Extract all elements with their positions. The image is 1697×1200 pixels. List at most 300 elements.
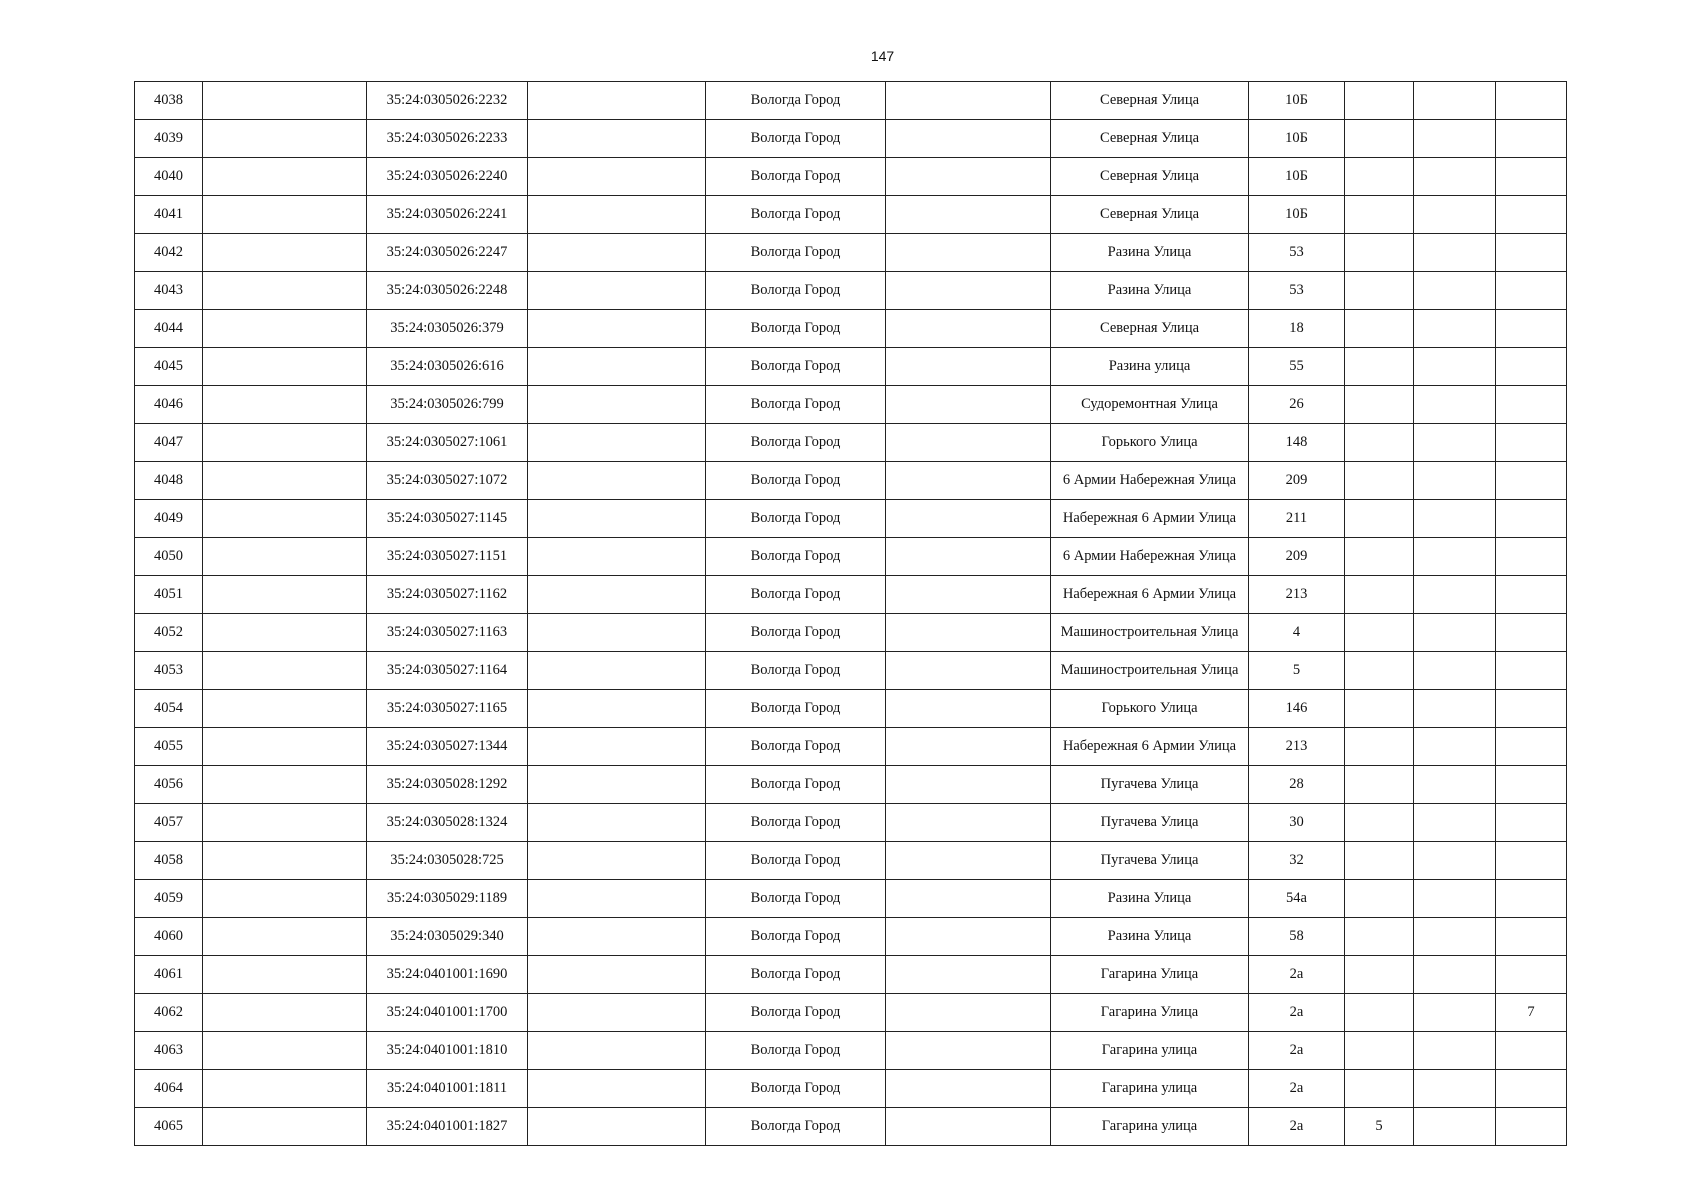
street-cell: Машиностроительная Улица [1051, 652, 1249, 690]
empty-cell [203, 690, 367, 728]
empty-cell [886, 234, 1051, 272]
house-number-cell: 2а [1249, 1070, 1345, 1108]
empty-cell [528, 614, 706, 652]
house-number-cell: 54а [1249, 880, 1345, 918]
house-number-cell: 10Б [1249, 82, 1345, 120]
empty-cell [203, 918, 367, 956]
row-number-cell: 4046 [135, 386, 203, 424]
street-cell: Разина улица [1051, 348, 1249, 386]
house-number-cell: 2а [1249, 1032, 1345, 1070]
extra-cell-3 [1496, 880, 1567, 918]
row-number-cell: 4058 [135, 842, 203, 880]
empty-cell [886, 880, 1051, 918]
street-cell: Пугачева Улица [1051, 766, 1249, 804]
extra-cell-3 [1496, 158, 1567, 196]
extra-cell-1 [1345, 386, 1414, 424]
extra-cell-2 [1414, 310, 1496, 348]
street-cell: 6 Армии Набережная Улица [1051, 538, 1249, 576]
city-cell: Вологда Город [706, 880, 886, 918]
extra-cell-3 [1496, 462, 1567, 500]
extra-cell-3: 7 [1496, 994, 1567, 1032]
empty-cell [203, 1070, 367, 1108]
row-number-cell: 4040 [135, 158, 203, 196]
extra-cell-2 [1414, 196, 1496, 234]
house-number-cell: 213 [1249, 576, 1345, 614]
extra-cell-3 [1496, 424, 1567, 462]
street-cell: Судоремонтная Улица [1051, 386, 1249, 424]
extra-cell-2 [1414, 804, 1496, 842]
extra-cell-1 [1345, 842, 1414, 880]
city-cell: Вологда Город [706, 196, 886, 234]
extra-cell-3 [1496, 1070, 1567, 1108]
empty-cell [886, 348, 1051, 386]
house-number-cell: 26 [1249, 386, 1345, 424]
extra-cell-3 [1496, 310, 1567, 348]
extra-cell-2 [1414, 158, 1496, 196]
row-number-cell: 4052 [135, 614, 203, 652]
cadastral-number-cell: 35:24:0401001:1810 [367, 1032, 528, 1070]
extra-cell-1 [1345, 424, 1414, 462]
extra-cell-3 [1496, 1032, 1567, 1070]
extra-cell-1 [1345, 576, 1414, 614]
empty-cell [528, 918, 706, 956]
cadastral-number-cell: 35:24:0305028:1292 [367, 766, 528, 804]
house-number-cell: 146 [1249, 690, 1345, 728]
empty-cell [203, 386, 367, 424]
empty-cell [886, 196, 1051, 234]
empty-cell [886, 120, 1051, 158]
empty-cell [528, 386, 706, 424]
extra-cell-2 [1414, 538, 1496, 576]
cadastral-number-cell: 35:24:0305028:1324 [367, 804, 528, 842]
empty-cell [528, 234, 706, 272]
row-number-cell: 4051 [135, 576, 203, 614]
extra-cell-1 [1345, 614, 1414, 652]
extra-cell-1 [1345, 500, 1414, 538]
empty-cell [203, 804, 367, 842]
empty-cell [886, 158, 1051, 196]
extra-cell-2 [1414, 956, 1496, 994]
extra-cell-1 [1345, 310, 1414, 348]
extra-cell-2 [1414, 348, 1496, 386]
extra-cell-2 [1414, 424, 1496, 462]
table-row [135, 462, 1567, 500]
page-number: 147 [870, 48, 895, 64]
empty-cell [886, 500, 1051, 538]
empty-cell [203, 234, 367, 272]
extra-cell-2 [1414, 1032, 1496, 1070]
empty-cell [528, 462, 706, 500]
city-cell: Вологда Город [706, 234, 886, 272]
extra-cell-2 [1414, 994, 1496, 1032]
table-row [135, 424, 1567, 462]
city-cell: Вологда Город [706, 424, 886, 462]
street-cell: Северная Улица [1051, 310, 1249, 348]
empty-cell [886, 842, 1051, 880]
row-number-cell: 4054 [135, 690, 203, 728]
city-cell: Вологда Город [706, 500, 886, 538]
extra-cell-3 [1496, 272, 1567, 310]
extra-cell-1: 5 [1345, 1108, 1414, 1146]
house-number-cell: 18 [1249, 310, 1345, 348]
empty-cell [528, 424, 706, 462]
cadastral-number-cell: 35:24:0305029:1189 [367, 880, 528, 918]
city-cell: Вологда Город [706, 1070, 886, 1108]
city-cell: Вологда Город [706, 804, 886, 842]
empty-cell [886, 462, 1051, 500]
city-cell: Вологда Город [706, 538, 886, 576]
empty-cell [886, 538, 1051, 576]
table-row [135, 120, 1567, 158]
extra-cell-3 [1496, 196, 1567, 234]
city-cell: Вологда Город [706, 82, 886, 120]
table-row [135, 1032, 1567, 1070]
row-number-cell: 4039 [135, 120, 203, 158]
empty-cell [886, 1032, 1051, 1070]
house-number-cell: 10Б [1249, 158, 1345, 196]
table-row [135, 918, 1567, 956]
table-row [135, 538, 1567, 576]
house-number-cell: 58 [1249, 918, 1345, 956]
cadastral-number-cell: 35:24:0305026:2248 [367, 272, 528, 310]
extra-cell-3 [1496, 956, 1567, 994]
extra-cell-1 [1345, 348, 1414, 386]
empty-cell [886, 728, 1051, 766]
empty-cell [203, 766, 367, 804]
city-cell: Вологда Город [706, 614, 886, 652]
extra-cell-3 [1496, 576, 1567, 614]
extra-cell-1 [1345, 690, 1414, 728]
extra-cell-2 [1414, 652, 1496, 690]
empty-cell [203, 120, 367, 158]
empty-cell [203, 994, 367, 1032]
extra-cell-3 [1496, 386, 1567, 424]
city-cell: Вологда Город [706, 576, 886, 614]
row-number-cell: 4043 [135, 272, 203, 310]
empty-cell [203, 1032, 367, 1070]
cadastral-number-cell: 35:24:0305027:1165 [367, 690, 528, 728]
street-cell: Разина Улица [1051, 272, 1249, 310]
table-row [135, 766, 1567, 804]
house-number-cell: 53 [1249, 234, 1345, 272]
cadastral-number-cell: 35:24:0305026:379 [367, 310, 528, 348]
extra-cell-1 [1345, 158, 1414, 196]
street-cell: Пугачева Улица [1051, 804, 1249, 842]
empty-cell [528, 994, 706, 1032]
extra-cell-2 [1414, 1070, 1496, 1108]
extra-cell-1 [1345, 728, 1414, 766]
street-cell: Машиностроительная Улица [1051, 614, 1249, 652]
empty-cell [528, 348, 706, 386]
cadastral-number-cell: 35:24:0401001:1811 [367, 1070, 528, 1108]
table-row [135, 804, 1567, 842]
empty-cell [203, 728, 367, 766]
extra-cell-1 [1345, 994, 1414, 1032]
cadastral-number-cell: 35:24:0305027:1162 [367, 576, 528, 614]
house-number-cell: 148 [1249, 424, 1345, 462]
empty-cell [528, 652, 706, 690]
empty-cell [528, 82, 706, 120]
city-cell: Вологда Город [706, 728, 886, 766]
row-number-cell: 4053 [135, 652, 203, 690]
extra-cell-3 [1496, 918, 1567, 956]
empty-cell [528, 576, 706, 614]
empty-cell [203, 842, 367, 880]
city-cell: Вологда Город [706, 842, 886, 880]
extra-cell-1 [1345, 652, 1414, 690]
empty-cell [886, 994, 1051, 1032]
empty-cell [528, 158, 706, 196]
extra-cell-1 [1345, 880, 1414, 918]
row-number-cell: 4048 [135, 462, 203, 500]
city-cell: Вологда Город [706, 994, 886, 1032]
street-cell: Набережная 6 Армии Улица [1051, 576, 1249, 614]
row-number-cell: 4049 [135, 500, 203, 538]
empty-cell [528, 956, 706, 994]
row-number-cell: 4061 [135, 956, 203, 994]
empty-cell [203, 348, 367, 386]
row-number-cell: 4065 [135, 1108, 203, 1146]
row-number-cell: 4057 [135, 804, 203, 842]
row-number-cell: 4050 [135, 538, 203, 576]
empty-cell [203, 462, 367, 500]
empty-cell [886, 956, 1051, 994]
empty-cell [203, 538, 367, 576]
empty-cell [528, 310, 706, 348]
house-number-cell: 2а [1249, 1108, 1345, 1146]
empty-cell [886, 766, 1051, 804]
house-number-cell: 10Б [1249, 120, 1345, 158]
house-number-cell: 211 [1249, 500, 1345, 538]
row-number-cell: 4042 [135, 234, 203, 272]
empty-cell [528, 196, 706, 234]
city-cell: Вологда Город [706, 158, 886, 196]
extra-cell-2 [1414, 918, 1496, 956]
empty-cell [203, 82, 367, 120]
cadastral-number-cell: 35:24:0401001:1700 [367, 994, 528, 1032]
empty-cell [886, 310, 1051, 348]
street-cell: 6 Армии Набережная Улица [1051, 462, 1249, 500]
city-cell: Вологда Город [706, 652, 886, 690]
extra-cell-3 [1496, 1108, 1567, 1146]
extra-cell-3 [1496, 728, 1567, 766]
extra-cell-1 [1345, 272, 1414, 310]
extra-cell-2 [1414, 842, 1496, 880]
house-number-cell: 30 [1249, 804, 1345, 842]
row-number-cell: 4038 [135, 82, 203, 120]
city-cell: Вологда Город [706, 120, 886, 158]
empty-cell [886, 1108, 1051, 1146]
table-row [135, 880, 1567, 918]
extra-cell-2 [1414, 690, 1496, 728]
house-number-cell: 209 [1249, 538, 1345, 576]
table-row [135, 842, 1567, 880]
extra-cell-3 [1496, 120, 1567, 158]
empty-cell [886, 614, 1051, 652]
extra-cell-1 [1345, 1032, 1414, 1070]
row-number-cell: 4064 [135, 1070, 203, 1108]
street-cell: Горького Улица [1051, 424, 1249, 462]
extra-cell-1 [1345, 1070, 1414, 1108]
empty-cell [528, 500, 706, 538]
extra-cell-3 [1496, 842, 1567, 880]
empty-cell [203, 652, 367, 690]
cadastral-number-cell: 35:24:0305026:2232 [367, 82, 528, 120]
table-row [135, 196, 1567, 234]
city-cell: Вологда Город [706, 766, 886, 804]
empty-cell [203, 500, 367, 538]
empty-cell [528, 690, 706, 728]
cadastral-number-cell: 35:24:0305028:725 [367, 842, 528, 880]
street-cell: Гагарина Улица [1051, 994, 1249, 1032]
house-number-cell: 5 [1249, 652, 1345, 690]
cadastral-number-cell: 35:24:0305027:1151 [367, 538, 528, 576]
house-number-cell: 55 [1249, 348, 1345, 386]
extra-cell-2 [1414, 576, 1496, 614]
extra-cell-3 [1496, 766, 1567, 804]
table-row [135, 614, 1567, 652]
street-cell: Гагарина Улица [1051, 956, 1249, 994]
extra-cell-3 [1496, 348, 1567, 386]
empty-cell [203, 272, 367, 310]
extra-cell-2 [1414, 462, 1496, 500]
row-number-cell: 4055 [135, 728, 203, 766]
empty-cell [203, 1108, 367, 1146]
house-number-cell: 209 [1249, 462, 1345, 500]
empty-cell [203, 196, 367, 234]
table-row [135, 386, 1567, 424]
street-cell: Горького Улица [1051, 690, 1249, 728]
extra-cell-1 [1345, 766, 1414, 804]
cadastral-number-cell: 35:24:0305026:2241 [367, 196, 528, 234]
empty-cell [886, 690, 1051, 728]
city-cell: Вологда Город [706, 348, 886, 386]
cadastral-number-cell: 35:24:0305026:2233 [367, 120, 528, 158]
house-number-cell: 10Б [1249, 196, 1345, 234]
street-cell: Северная Улица [1051, 82, 1249, 120]
registry-table [134, 81, 1567, 1146]
empty-cell [886, 1070, 1051, 1108]
extra-cell-2 [1414, 82, 1496, 120]
extra-cell-3 [1496, 614, 1567, 652]
street-cell: Гагарина улица [1051, 1032, 1249, 1070]
empty-cell [528, 880, 706, 918]
row-number-cell: 4059 [135, 880, 203, 918]
row-number-cell: 4062 [135, 994, 203, 1032]
extra-cell-3 [1496, 234, 1567, 272]
table-row [135, 82, 1567, 120]
extra-cell-1 [1345, 804, 1414, 842]
table-row [135, 500, 1567, 538]
empty-cell [203, 880, 367, 918]
city-cell: Вологда Город [706, 1108, 886, 1146]
empty-cell [886, 424, 1051, 462]
extra-cell-2 [1414, 234, 1496, 272]
cadastral-number-cell: 35:24:0305026:2240 [367, 158, 528, 196]
empty-cell [528, 120, 706, 158]
street-cell: Набережная 6 Армии Улица [1051, 500, 1249, 538]
city-cell: Вологда Город [706, 272, 886, 310]
table-row [135, 1070, 1567, 1108]
extra-cell-3 [1496, 500, 1567, 538]
city-cell: Вологда Город [706, 1032, 886, 1070]
empty-cell [886, 82, 1051, 120]
house-number-cell: 213 [1249, 728, 1345, 766]
extra-cell-1 [1345, 234, 1414, 272]
empty-cell [203, 576, 367, 614]
row-number-cell: 4045 [135, 348, 203, 386]
table-row [135, 158, 1567, 196]
table-row [135, 728, 1567, 766]
street-cell: Пугачева Улица [1051, 842, 1249, 880]
cadastral-number-cell: 35:24:0305027:1164 [367, 652, 528, 690]
empty-cell [886, 918, 1051, 956]
city-cell: Вологда Город [706, 310, 886, 348]
empty-cell [528, 272, 706, 310]
city-cell: Вологда Город [706, 690, 886, 728]
cadastral-number-cell: 35:24:0305029:340 [367, 918, 528, 956]
street-cell: Набережная 6 Армии Улица [1051, 728, 1249, 766]
street-cell: Северная Улица [1051, 120, 1249, 158]
empty-cell [886, 272, 1051, 310]
street-cell: Северная Улица [1051, 158, 1249, 196]
cadastral-number-cell: 35:24:0305027:1072 [367, 462, 528, 500]
house-number-cell: 28 [1249, 766, 1345, 804]
empty-cell [528, 538, 706, 576]
extra-cell-1 [1345, 956, 1414, 994]
row-number-cell: 4044 [135, 310, 203, 348]
extra-cell-2 [1414, 500, 1496, 538]
house-number-cell: 2а [1249, 994, 1345, 1032]
city-cell: Вологда Город [706, 956, 886, 994]
cadastral-number-cell: 35:24:0305026:616 [367, 348, 528, 386]
street-cell: Разина Улица [1051, 234, 1249, 272]
street-cell: Разина Улица [1051, 918, 1249, 956]
table-row [135, 234, 1567, 272]
extra-cell-2 [1414, 766, 1496, 804]
extra-cell-2 [1414, 272, 1496, 310]
row-number-cell: 4047 [135, 424, 203, 462]
extra-cell-3 [1496, 82, 1567, 120]
empty-cell [528, 804, 706, 842]
table-row [135, 310, 1567, 348]
empty-cell [886, 804, 1051, 842]
cadastral-number-cell: 35:24:0401001:1690 [367, 956, 528, 994]
empty-cell [528, 728, 706, 766]
empty-cell [203, 614, 367, 652]
empty-cell [203, 956, 367, 994]
extra-cell-2 [1414, 1108, 1496, 1146]
extra-cell-1 [1345, 120, 1414, 158]
extra-cell-1 [1345, 82, 1414, 120]
row-number-cell: 4063 [135, 1032, 203, 1070]
table-row [135, 1108, 1567, 1146]
table-row [135, 994, 1567, 1032]
table-row [135, 348, 1567, 386]
extra-cell-1 [1345, 196, 1414, 234]
street-cell: Разина Улица [1051, 880, 1249, 918]
table-row [135, 576, 1567, 614]
city-cell: Вологда Город [706, 386, 886, 424]
city-cell: Вологда Город [706, 918, 886, 956]
extra-cell-3 [1496, 538, 1567, 576]
empty-cell [528, 1108, 706, 1146]
row-number-cell: 4060 [135, 918, 203, 956]
empty-cell [203, 310, 367, 348]
cadastral-number-cell: 35:24:0305027:1061 [367, 424, 528, 462]
house-number-cell: 53 [1249, 272, 1345, 310]
row-number-cell: 4041 [135, 196, 203, 234]
